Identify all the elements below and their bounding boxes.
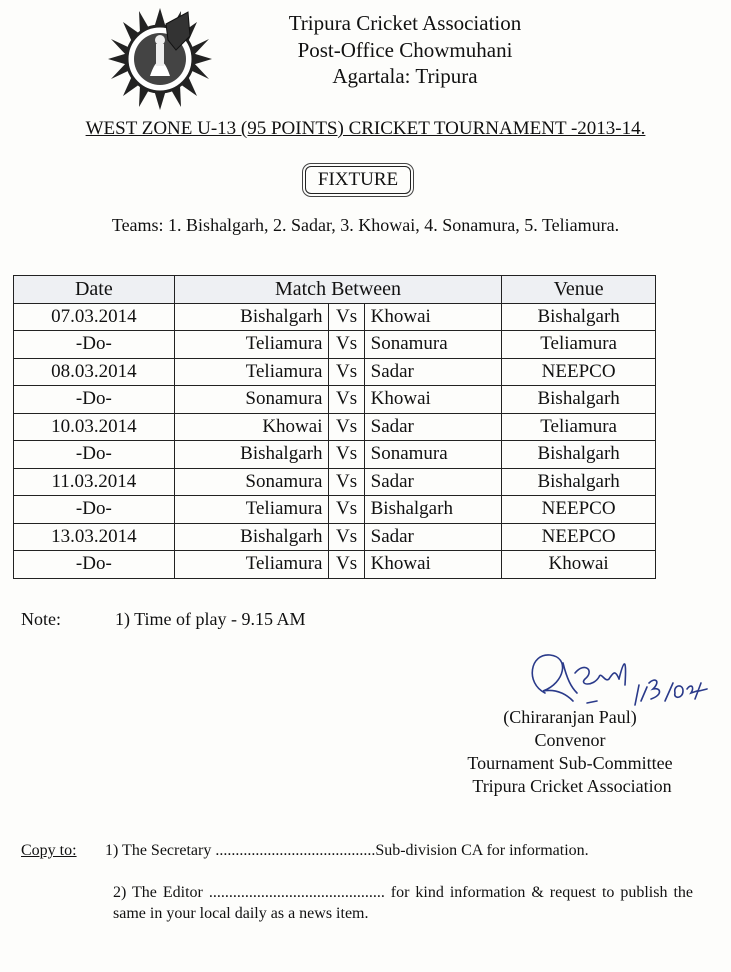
header-venue: Venue [502,276,656,304]
org-address-line1: Post-Office Chowmuhani [297,38,513,62]
cell-vs: Vs [329,331,364,359]
cell-venue: Bishalgarh [502,468,656,496]
cell-date: 11.03.2014 [14,468,175,496]
cell-team1: Sonamura [174,468,329,496]
fixture-label: FIXTURE [305,166,411,194]
cell-date: -Do- [14,331,175,359]
cell-date: -Do- [14,496,175,524]
cell-vs: Vs [329,496,364,524]
cell-date: -Do- [14,441,175,469]
cell-date: -Do- [14,386,175,414]
table-row [14,523,656,551]
table-row [14,358,656,386]
signatory-name: (Chiraranjan Paul) [503,707,637,727]
cell-vs: Vs [329,551,364,579]
cell-team1: Teliamura [174,551,329,579]
table-row [14,303,656,331]
cell-venue: NEEPCO [502,496,656,524]
cell-vs: Vs [329,441,364,469]
cell-date: 13.03.2014 [14,523,175,551]
cell-team1: Bishalgarh [174,523,329,551]
cell-team1: Sonamura [174,386,329,414]
cell-date: 10.03.2014 [14,413,175,441]
cell-venue: Bishalgarh [502,441,656,469]
cell-date: 07.03.2014 [14,303,175,331]
header-date: Date [14,276,175,304]
header-match-between: Match Between [174,276,502,304]
cell-venue: Bishalgarh [502,386,656,414]
org-address-line2: Agartala: Tripura [332,64,478,88]
fixture-rows [14,303,656,578]
cell-venue: Khowai [502,551,656,579]
cell-date: 08.03.2014 [14,358,175,386]
cell-venue: Teliamura [502,331,656,359]
table-row [14,386,656,414]
cell-date: -Do- [14,551,175,579]
table-row [14,331,656,359]
note-text: 1) Time of play - 9.15 AM [115,609,306,629]
tournament-title: WEST ZONE U-13 (95 POINTS) CRICKET TOURNAMENT -2013-14. [85,118,646,139]
table-row [14,496,656,524]
cell-vs: Vs [329,413,364,441]
copy-to-label: Copy to: [21,842,77,859]
table-row [14,468,656,496]
table-row [14,413,656,441]
cell-team1: Teliamura [174,496,329,524]
cell-vs: Vs [329,358,364,386]
cell-vs: Vs [329,386,364,414]
handwritten-signature [515,643,725,713]
table-row [14,441,656,469]
fixture-table [13,275,656,579]
cell-team2: Sadar [364,413,502,441]
cell-team1: Khowai [174,413,329,441]
cell-venue: NEEPCO [502,358,656,386]
cell-venue: Teliamura [502,413,656,441]
cell-team2: Khowai [364,551,502,579]
tca-logo-emblem [106,6,214,112]
cell-team2: Sadar [364,358,502,386]
cell-vs: Vs [329,468,364,496]
cell-team2: Sonamura [364,331,502,359]
copy-item-1: 1) The Secretary ........................................Sub-division CA for information. [105,842,589,859]
signatory-committee: Tournament Sub-Committee [467,753,673,773]
cell-vs: Vs [329,523,364,551]
cell-team1: Bishalgarh [174,441,329,469]
cell-team2: Sonamura [364,441,502,469]
cell-team2: Sadar [364,523,502,551]
cell-team2: Bishalgarh [364,496,502,524]
cell-team1: Teliamura [174,331,329,359]
signatory-org: Tripura Cricket Association [472,776,672,796]
note-label: Note: [21,609,61,629]
cell-team2: Sadar [364,468,502,496]
cell-team2: Khowai [364,386,502,414]
cell-team1: Bishalgarh [174,303,329,331]
cell-team1: Teliamura [174,358,329,386]
cell-venue: Bishalgarh [502,303,656,331]
signatory-designation: Convenor [534,730,606,750]
table-header-row [14,276,656,304]
cell-venue: NEEPCO [502,523,656,551]
cell-vs: Vs [329,303,364,331]
table-row [14,551,656,579]
org-name: Tripura Cricket Association [288,11,522,35]
teams-list: Teams: 1. Bishalgarh, 2. Sadar, 3. Khowai, 4. Sonamura, 5. Teliamura. [111,215,620,235]
cell-team2: Khowai [364,303,502,331]
copy-item-2: 2) The Editor ............................................ for kind information & request to publish the same in your local daily as a news item. [113,884,693,922]
